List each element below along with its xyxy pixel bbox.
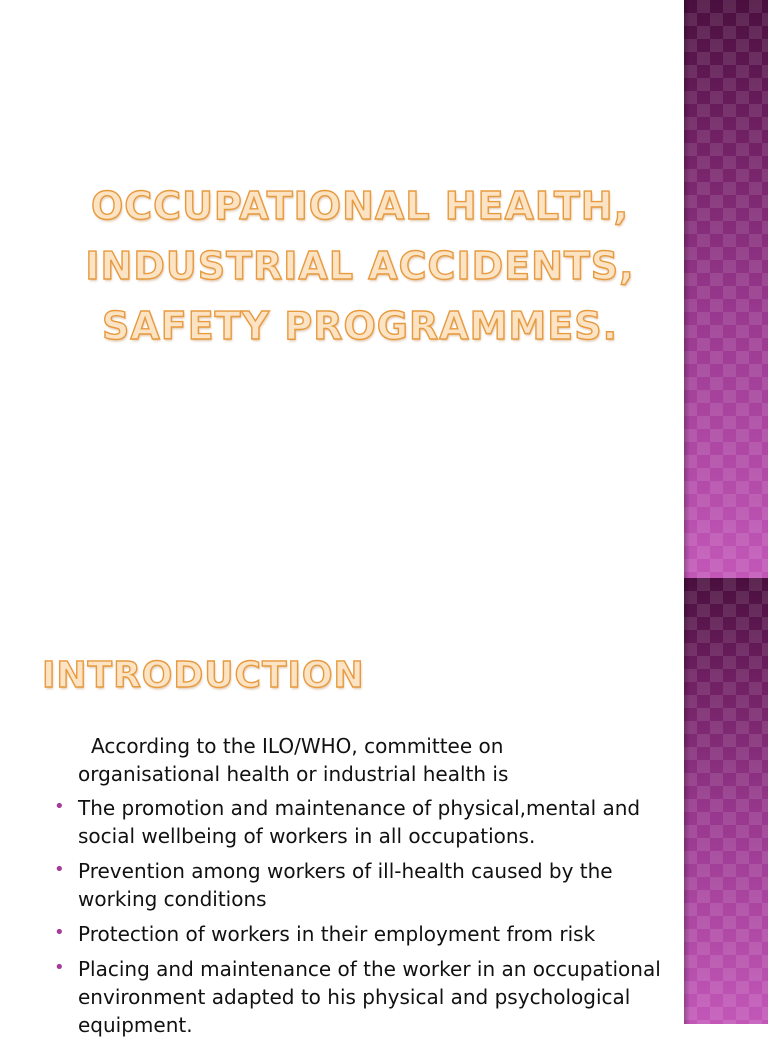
list-item — [50, 920, 674, 948]
bullet-icon: • — [54, 859, 65, 880]
list-item-text: Prevention among workers of ill-health caused by the working conditions — [78, 859, 613, 911]
slide-heading: INTRODUCTION — [42, 655, 365, 696]
intro-line: organisational health or industrial health is — [78, 762, 509, 786]
bullet-icon: • — [54, 796, 65, 817]
intro-paragraph — [50, 732, 674, 788]
slide-body — [50, 732, 674, 1046]
list-item-text: Protection of workers in their employment from risk — [78, 922, 596, 946]
title-line: INDUSTRIAL ACCIDENTS, — [85, 244, 635, 288]
list-item-text: The promotion and maintenance of physical,mental and social wellbeing of workers in all occupations. — [78, 796, 641, 848]
title-line: OCCUPATIONAL HEALTH, — [90, 184, 630, 228]
list-item — [50, 794, 674, 850]
slide-title — [40, 176, 680, 356]
intro-line: According to the ILO/WHO, committee on — [91, 734, 504, 758]
side-decoration-band — [684, 0, 768, 578]
bullet-icon: • — [54, 957, 65, 978]
list-item — [50, 955, 674, 1039]
side-decoration-band — [684, 578, 768, 1024]
bullet-icon: • — [54, 922, 65, 943]
title-line: SAFETY PROGRAMMES. — [101, 304, 619, 348]
list-item-text: Placing and maintenance of the worker in an occupational environment adapted to his physical and psychological equipment. — [78, 957, 661, 1037]
list-item — [50, 857, 674, 913]
introduction-slide — [0, 578, 768, 1037]
